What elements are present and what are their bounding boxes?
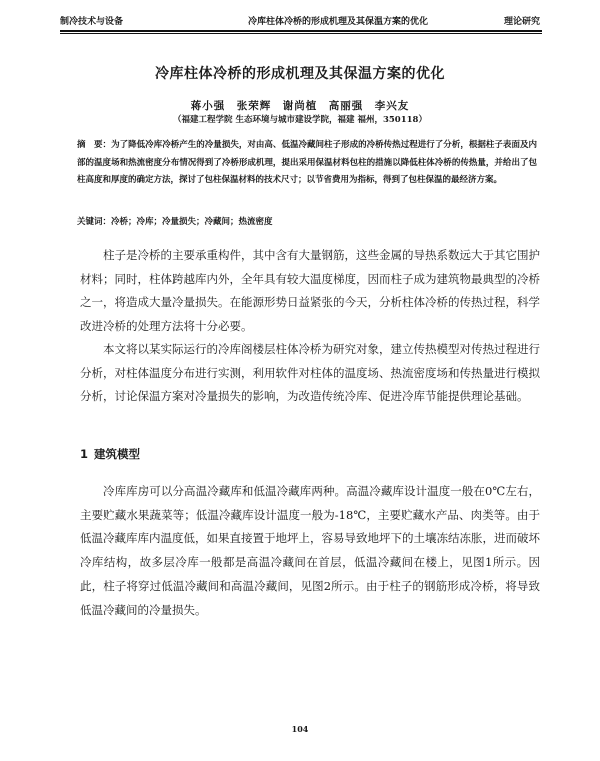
header-article-title: 冷库柱体冷桥的形成机理及其保温方案的优化 xyxy=(248,17,429,27)
header-rule xyxy=(60,30,542,32)
header-journal-section: 制冷技术与设备 xyxy=(60,17,124,27)
section-title: 建筑模型 xyxy=(94,447,141,461)
keywords xyxy=(77,215,537,227)
body-paragraph-1: 柱子是冷桥的主要承重构件，其中含有大量钢筋，这些金属的导热系数远大于其它围护材料；同时，柱体跨越库内外，全年具有较大温度梯度，因而柱子成为建筑物最典型的冷桥之一，将造成大量冷量损失。在能源形势日益紧张的今天，分析柱体冷桥的传热过程，科学改进冷桥的处理方法将十分必要。 xyxy=(80,248,540,334)
section-heading xyxy=(80,446,140,462)
abstract xyxy=(77,137,537,190)
keywords-text: 冷桥；冷库；冷量损失；冷藏间；热流密度 xyxy=(111,217,273,227)
header-rule-thin xyxy=(60,33,542,34)
header-category: 理论研究 xyxy=(503,17,540,27)
affiliation: （福建工程学院 生态环境与城市建设学院，福建 福州，350118） xyxy=(173,115,427,125)
authors: 蒋小强 张荣辉 谢尚植 高丽强 李兴友 xyxy=(190,100,410,112)
paper-title: 冷库柱体冷桥的形成机理及其保温方案的优化 xyxy=(155,66,445,82)
section-number: 1 xyxy=(80,447,89,461)
abstract-text: 为了降低冷库冷桥产生的冷量损失，对由高、低温冷藏间柱子形成的冷桥传热过程进行了分析，根据柱子表面及内部的温度场和热流密度分布情况得到了冷桥形成机理，提出采用保温材料包柱的措施以降低柱体冷桥的传热量，并给出了包柱高度和厚度的确定方法，探讨了包柱保温材料的技术尺寸；以节省费用为指标，得到了包柱保温的最经济方案。 xyxy=(77,140,537,185)
body-paragraph-3: 冷库库房可以分高温冷藏库和低温冷藏库两种。高温冷藏库设计温度一般在0℃左右，主要贮藏水果蔬菜等；低温冷藏库设计温度一般为-18℃，主要贮藏水产品、肉类等。由于低温冷藏库库内温度低，如果直接置于地坪上，容易导致地坪下的土壤冻结冻胀，进而破坏冷库结构，故多层冷库一般都是高温冷藏间在首层，低温冷藏间在楼上，见图1所示。因此，柱子将穿过低温冷藏间和高温冷藏间，见图2所示。由于柱子的钢筋形成冷桥，将导致低温冷藏间的冷量损失。 xyxy=(80,484,540,617)
body-paragraph-2: 本文将以某实际运行的冷库阁楼层柱体冷桥为研究对象，建立传热模型对传热过程进行分析，对柱体温度分布进行实测，利用软件对柱体的温度场、热流密度场和传热量进行模拟分析，讨论保温方案对冷量损失的影响，为改造传统冷库、促进冷库节能提供理论基础。 xyxy=(80,342,540,404)
abstract-label: 摘 要： xyxy=(77,140,112,150)
keywords-label: 关键词： xyxy=(77,217,112,227)
running-header xyxy=(60,12,540,28)
page-number: 104 xyxy=(291,724,309,734)
